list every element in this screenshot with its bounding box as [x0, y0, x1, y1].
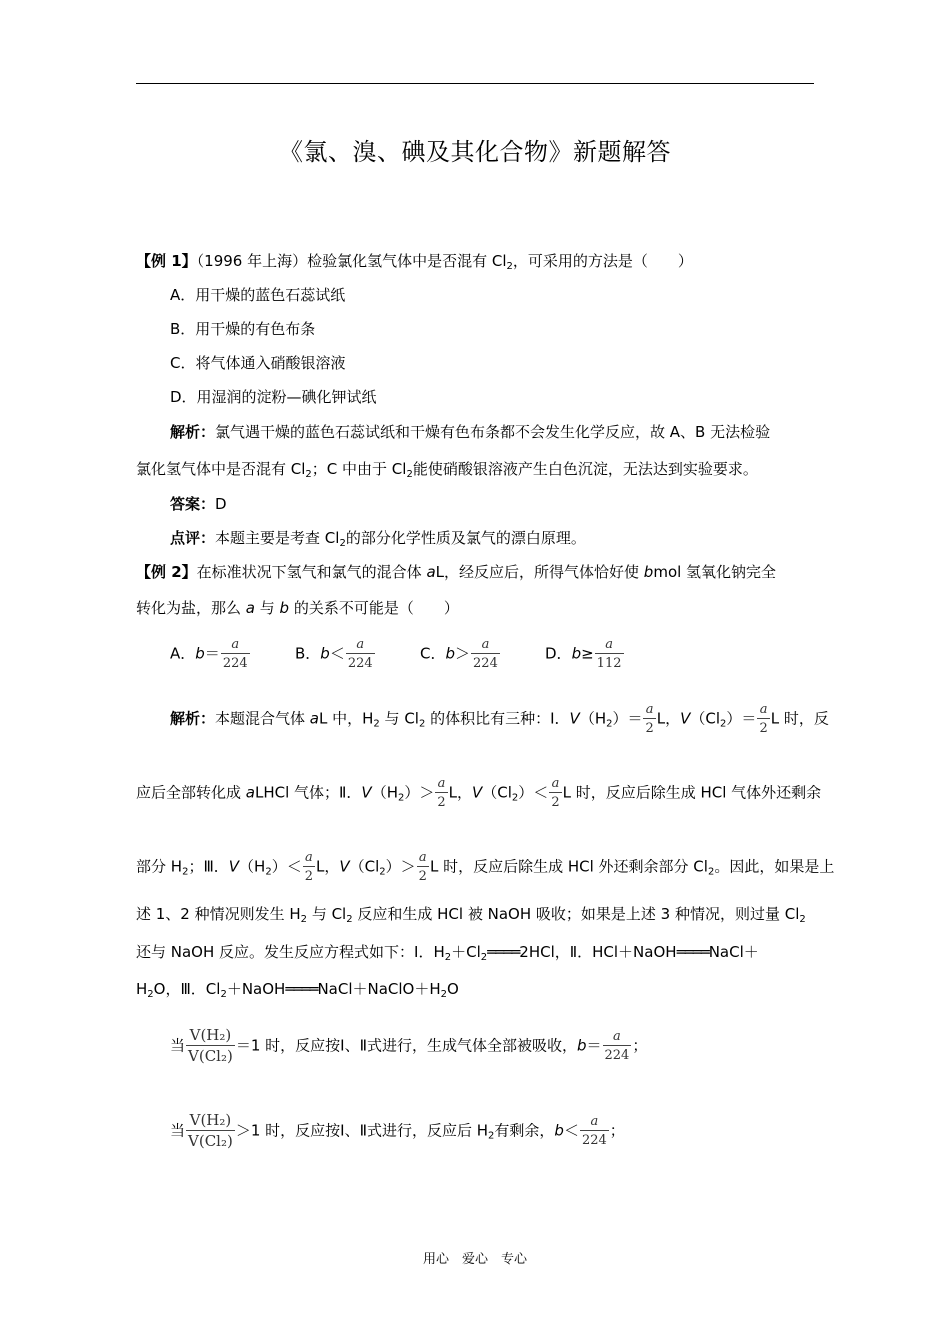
- ex1-tag: 【例 1】: [136, 252, 197, 270]
- ex1-answer: 答案：D: [170, 495, 227, 513]
- ex1-stem: 【例 1】（1996 年上海）检验氯化氢气体中是否混有 $Cl_2$，可采用的方法是（ ）: [136, 252, 693, 272]
- ex1-option-b: B．用干燥的有色布条: [170, 320, 316, 338]
- ex1-option-c: C．将气体通入硝酸银溶液: [170, 354, 346, 372]
- ex2-analysis-line6: $H_2O$，Ⅲ．$Cl_2+NaOH════NaCl+NaClO+H_2O$: [136, 980, 459, 1000]
- ex2-tag: 【例 2】: [136, 563, 197, 581]
- ex2-case2: 当 $\frac{\text{V(H₂)}}{\text{V(Cl₂)}}$ ＞1 时，反应按Ⅰ、Ⅱ式进行，反应后 $H_2$有剩余，b＜ $\frac{a}{224}$ ；: [170, 1111, 625, 1150]
- ex2-case1: 当 $\frac{\text{V(H₂)}}{\text{V(Cl₂)}}$ ＝1 时，反应按Ⅰ、Ⅱ式进行，生成气体全部被吸收，b＝ $\frac{a}{224}$ ；: [170, 1026, 648, 1065]
- ex1-analysis-line2: 氯化氢气体中是否混有 $Cl_2$；C 中由于 $Cl_2$能使硝酸银溶液产生白色沉淀，无法达到实验要求。: [136, 460, 758, 480]
- ex2-option-c: C．b＞ $\frac{a}{224}$: [420, 637, 498, 671]
- ex2-analysis-line1: 解析：本题混合气体 aL 中，$H_2$ 与 $Cl_2$ 的体积比有三种：Ⅰ．$V(H_2)=$ $\frac{a}{2}$ L，$V(Cl_2)=$ $\frac{a}{2}$ L 时，反: [170, 702, 829, 736]
- ex2-stem-line1: 【例 2】在标准状况下氢气和氯气的混合体 aL，经反应后，所得气体恰好使 bmol 氢氧化钠完全: [136, 563, 777, 581]
- ex1-comment: 点评：本题主要是考查 $Cl_2$的部分化学性质及氯气的漂白原理。: [170, 529, 586, 549]
- ex2-analysis-line3: 部分 $H_2$；Ⅲ．$V(H_2)<$ $\frac{a}{2}$ L，$V(Cl_2)>$ $\frac{a}{2}$ L 时，反应后除生成 HCl 外还剩余部分 $Cl_2$。因此，如果是上: [136, 850, 835, 884]
- ex2-option-a: A．b＝ $\frac{a}{224}$: [170, 637, 248, 671]
- ex2-option-d: D．b≥ $\frac{a}{112}$: [545, 637, 622, 671]
- page-title: 《氯、溴、碘及其化合物》新题解答: [279, 138, 671, 166]
- header-rule: [136, 83, 814, 84]
- ex1-option-d: D．用湿润的淀粉—碘化钾试纸: [170, 388, 377, 406]
- ex1-analysis-line1: 解析：氯气遇干燥的蓝色石蕊试纸和干燥有色布条都不会发生化学反应，故 A、B 无法检验: [170, 423, 771, 441]
- page-footer: 用心 爱心 专心: [422, 1252, 527, 1267]
- ex2-analysis-line5: 还与 NaOH 反应。发生反应方程式如下：Ⅰ．$H_2+Cl_2════2HCl$，Ⅱ．HCl＋NaOH════NaCl＋: [136, 943, 759, 963]
- ex2-analysis-line2: 应后全部转化成 aLHCl 气体；Ⅱ．$V(H_2)>$ $\frac{a}{2}$ L，$V(Cl_2)<$ $\frac{a}{2}$ L 时，反应后除生成 HCl 气体外还剩余: [136, 776, 822, 810]
- ex2-stem-line2: 转化为盐，那么 a 与 b 的关系不可能是（ ）: [136, 599, 459, 617]
- ex2-analysis-line4: 述 1、2 种情况则发生 $H_2$ 与 $Cl_2$ 反应和生成 HCl 被 NaOH 吸收；如果是上述 3 种情况，则过量 $Cl_2$: [136, 905, 806, 925]
- ex2-option-b: B．b＜ $\frac{a}{224}$: [295, 637, 373, 671]
- ex1-option-a: A．用干燥的蓝色石蕊试纸: [170, 286, 346, 304]
